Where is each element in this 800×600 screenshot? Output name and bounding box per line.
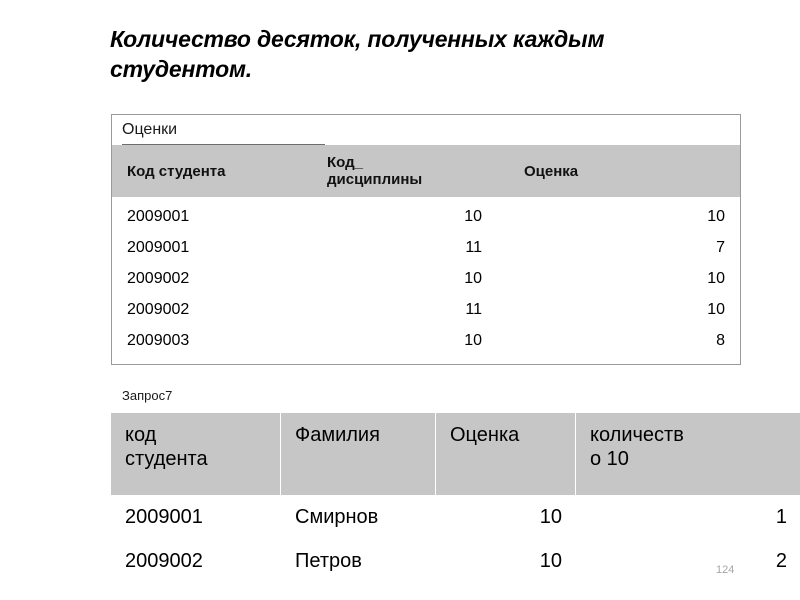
query-result-table (111, 412, 800, 583)
page-number: 124 (716, 564, 735, 576)
cell-discipline-code: 10 (464, 331, 482, 349)
cell-grade: 8 (716, 331, 725, 349)
cell-student-code: 2009002 (127, 269, 190, 287)
cell-grade: 10 (707, 269, 725, 287)
table-row (112, 263, 740, 294)
table-row (112, 294, 740, 325)
cell-grade: 10 (539, 549, 562, 572)
table-row (112, 201, 740, 232)
cell-grade: 10 (707, 207, 725, 225)
column-header-discipline-code (327, 154, 502, 189)
cell-student-code: 2009002 (127, 300, 190, 318)
grades-table-body (112, 197, 740, 364)
column-header-student-code (111, 413, 281, 495)
table-row (112, 325, 740, 356)
grades-table (111, 114, 741, 365)
cell-discipline-code: 11 (465, 238, 482, 256)
cell-student-code: 2009002 (125, 549, 203, 572)
column-header-count-of-tens-line2: о 10 (590, 448, 629, 470)
cell-surname: Смирнов (295, 505, 379, 528)
cell-discipline-code: 11 (465, 300, 482, 318)
column-header-student-code-line1: код (125, 424, 157, 446)
cell-student-code: 2009001 (127, 207, 190, 225)
cell-discipline-code: 10 (464, 207, 482, 225)
column-header-count-of-tens (576, 413, 800, 495)
column-header-grade: Оценка (436, 413, 576, 495)
column-header-grade: Оценка (524, 162, 579, 180)
column-header-surname: Фамилия (281, 413, 436, 495)
column-header-student-code: Код студента (127, 162, 226, 180)
cell-student-code: 2009001 (125, 505, 203, 528)
cell-discipline-code: 10 (464, 269, 482, 287)
page-title: Количество десяток, полученных каждым студентом. (110, 26, 605, 83)
column-header-discipline-code-line1: Код_ (327, 153, 363, 171)
column-header-discipline-code-line2: дисциплины (327, 171, 423, 188)
table-row (112, 232, 740, 263)
cell-count-of-tens: 1 (775, 505, 787, 528)
query-label: Запрос7 (122, 388, 173, 403)
query-result-header-row (111, 412, 800, 495)
cell-student-code: 2009001 (127, 238, 190, 256)
grades-table-caption: Оценки (112, 115, 740, 145)
cell-grade: 7 (716, 238, 725, 256)
cell-surname: Петров (295, 549, 362, 572)
cell-student-code: 2009003 (127, 331, 190, 349)
column-header-student-code-line2: студента (125, 448, 208, 470)
cell-grade: 10 (707, 300, 725, 318)
table-row (111, 495, 800, 539)
column-header-count-of-tens-line1: количеств (590, 424, 684, 446)
cell-count-of-tens: 2 (775, 549, 787, 572)
grades-table-header-row (112, 145, 740, 197)
table-row (111, 539, 800, 583)
cell-grade: 10 (539, 505, 562, 528)
